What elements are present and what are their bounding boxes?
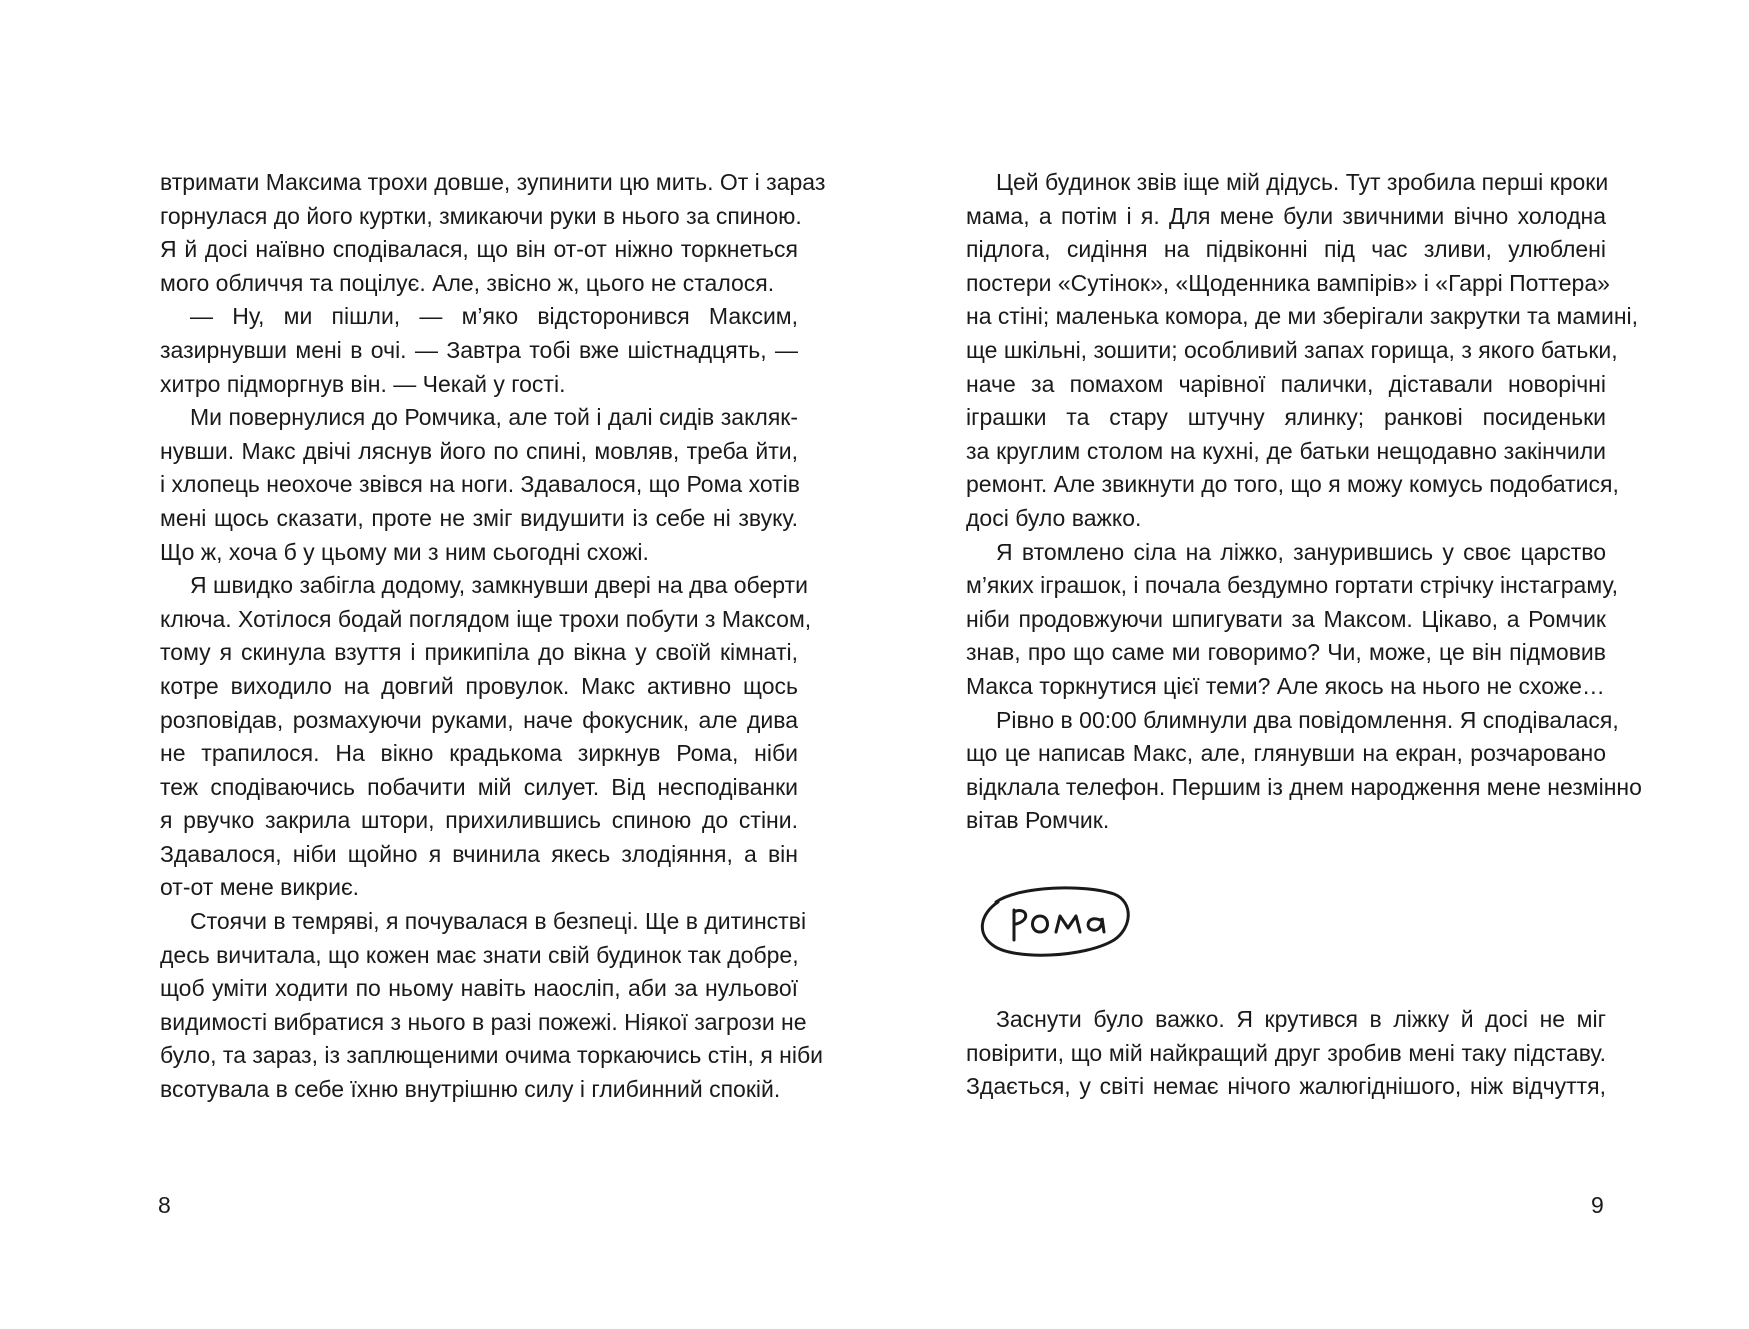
text-line: я рвучко закрила штори, прихилившись спиною до стіни. [160, 807, 798, 834]
text-line: повірити, що мій найкращий друг зробив мені таку підставу. [966, 1039, 1606, 1066]
text-line: Я швидко забігла додому, замкнувши двері на два оберти [190, 572, 808, 599]
left-page [0, 0, 874, 1329]
right-page-text-top [966, 166, 1642, 838]
left-page-text [160, 166, 826, 1107]
text-line: на стіні; маленька комора, де ми зберігали закрутки та мамині, [966, 303, 1639, 330]
text-line: десь вичитала, що кожен має знати свій будинок так добре, [160, 941, 799, 968]
text-line: іграшки та стару штучну ялинку; ранкові посиденьки [966, 404, 1606, 431]
text-line: щоб уміти ходити по ньому навіть наосліп, аби за нульової [160, 975, 798, 1002]
page-number: 9 [1591, 1192, 1604, 1218]
text-line: Цей будинок звів іще мій дідусь. Тут зробила перші кроки [996, 169, 1609, 195]
text-line: котре виходило на довгий провулок. Макс активно щось [160, 672, 798, 699]
text-line: нувши. Макс двічі ляснув його по спині, мовляв, треба йти, [160, 437, 798, 464]
text-line: Макса торкнутися цієї теми? Але якось на нього не схоже… [966, 672, 1605, 699]
text-line: ще шкільні, зошити; особливий запах горища, з якого батьки, [966, 336, 1618, 363]
text-line: тому я скинула взуття і прикипіла до вікна у своїй кімнаті, [160, 639, 798, 666]
text-line: що це написав Макс, але, глянувши на екран, розчаровано [966, 740, 1606, 767]
text-line: Рівно в 00:00 блимнули два повідомлення. Я сподівалася, [996, 706, 1619, 733]
text-line: Що ж, хоча б у цьому ми з ним сьогодні схожі. [160, 538, 649, 565]
text-line: хитро підморгнув він. — Чекай у гості. [160, 370, 566, 397]
text-line: відклала телефон. Першим із днем народження мене незмінно [966, 773, 1642, 800]
text-line: Заснути було важко. Я крутився в ліжку й досі не міг [996, 1006, 1606, 1032]
text-line: було, та зараз, із заплющеними очима торкаючись стін, я ніби [160, 1042, 824, 1069]
text-line: мені щось сказати, проте не зміг видушити із себе ні звуку. [160, 504, 798, 531]
text-line: м’яких іграшок, і почала бездумно гортати стрічку інстаграму, [966, 572, 1618, 599]
text-line: мама, а потім і я. Для мене були звичними вічно холодна [966, 202, 1606, 229]
text-line: досі було важко. [966, 504, 1142, 531]
text-line: постери «Сутінок», «Щоденника вампірів» і «Гаррі Поттера» [966, 269, 1610, 296]
text-line: Здавалося, ніби щойно я вчинила якесь злодіяння, а він [160, 840, 798, 867]
text-line: Ми повернулися до Ромчика, але той і далі сидів закляк- [190, 404, 798, 431]
text-line: ніби продовжуючи шпигувати за Максом. Цікаво, а Ромчик [966, 605, 1606, 632]
text-line: от-от мене викриє. [160, 874, 360, 901]
text-line: підлога, сидіння на підвіконні під час зливи, улюблені [966, 236, 1606, 263]
text-line: розповідав, розмахуючи руками, наче фокусник, але дива [160, 706, 798, 733]
text-line: горнулася до його куртки, змикаючи руки в нього за спиною. [160, 202, 802, 229]
text-line: і хлопець неохоче звівся на ноги. Здавалося, що Рома хотів [160, 471, 800, 498]
text-line: за круглим столом на кухні, де батьки нещодавно закінчили [966, 437, 1606, 464]
page-number: 8 [158, 1192, 171, 1218]
right-page [874, 0, 1749, 1329]
text-line: ключа. Хотілося бодай поглядом іще трохи побути з Максом, [160, 605, 812, 632]
text-line: Я втомлено сіла на ліжко, занурившись у своє царство [996, 538, 1606, 565]
text-line: знав, про що саме ми говоримо? Чи, може, це він підмовив [966, 639, 1606, 666]
text-line: наче за помахом чарівної палички, діставали новорічні [966, 370, 1606, 397]
chapter-narrator-logo [974, 880, 1134, 962]
text-line: теж сподіваючись побачити мій силует. Від несподіванки [160, 773, 798, 800]
text-line: ремонт. Але звикнути до того, що я можу комусь подобатися, [966, 471, 1619, 498]
text-line: Я й досі наївно сподівалася, що він от-от ніжно торкнеться [160, 236, 798, 263]
text-line: вітав Ромчик. [966, 807, 1110, 834]
text-line: не трапилося. На вікно крадькома зиркнув Рома, ніби [160, 740, 798, 767]
text-line: мого обличчя та поцілує. Але, звісно ж, цього не сталося. [160, 269, 775, 296]
text-line: зазирнувши мені в очі. — Завтра тобі вже шістнадцять, — [160, 336, 798, 363]
text-line: Здається, у світі немає нічого жалюгіднішого, ніж відчуття, [966, 1073, 1606, 1100]
text-line: — Ну, ми пішли, — м’яко відсторонився Максим, [190, 303, 798, 330]
text-line: всотувала в себе їхню внутрішню силу і глибинний спокій. [160, 1076, 781, 1103]
text-line: втримати Максима трохи довше, зупинити цю мить. От і зараз [160, 169, 826, 195]
text-line: видимості вибратися з нього в разі пожежі. Ніякої загрози не [160, 1008, 807, 1035]
text-line: Стоячи в темряві, я почувалася в безпеці. Ще в дитинстві [190, 908, 807, 935]
right-page-text-bottom [966, 1003, 1606, 1104]
